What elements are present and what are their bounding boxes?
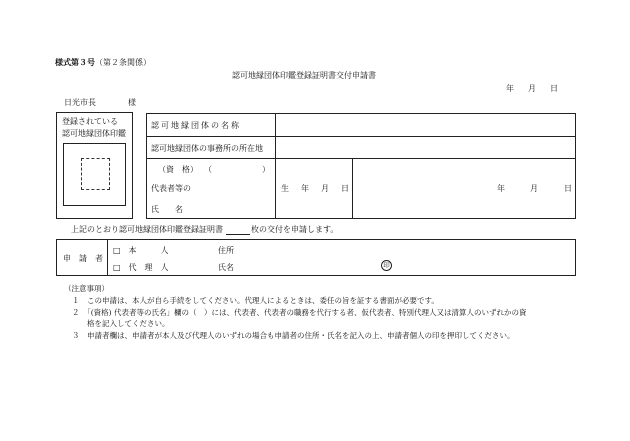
applicant-option-self[interactable]: □ 本 人 (113, 246, 169, 255)
seal-box-label-line2: 認可地縁団体印鑑 (62, 129, 126, 138)
date-month-label: 月 (528, 84, 536, 93)
request-text-after: 枚の交付を申請します。 (251, 225, 339, 234)
applicant-label: 申 請 者 (63, 254, 103, 263)
note-item-2: ２ 「(資格) 代表者等の氏名」欄の（ ）には、代表者、代表者の職務を代行する者、仮代表者、特別代理人又は清算人のいずれかの資 (72, 308, 527, 317)
applicant-name-field[interactable] (238, 259, 378, 273)
honorific: 様 (128, 98, 136, 107)
notes-heading: （注意事項） (64, 284, 109, 293)
page-title: 認可地縁団体印鑑登録証明書交付申請書 (232, 71, 376, 80)
qualification-label: （資 格） (158, 165, 198, 174)
qualification-paren-open: （ (204, 165, 212, 174)
right-year-label: 年 (497, 184, 505, 193)
representative-name-field[interactable] (200, 180, 273, 216)
group-name-field[interactable] (277, 115, 574, 134)
applicant-address-field[interactable] (238, 242, 573, 256)
copies-count-field[interactable] (226, 224, 250, 235)
applicant-name-label: 氏名 (218, 263, 234, 272)
group-name-label: 認可地縁団体の名称 (151, 121, 241, 130)
birth-day-label: 日 (341, 184, 349, 193)
form-number: 様式第３号 (55, 57, 95, 67)
qualification-paren-close: ） (262, 165, 270, 174)
note-item-3: ３ 申請者欄は、申請者が本人及び代理人のいずれの場合も申請者の住所・氏名を記入の上、申請者個人の印を押印してください。 (72, 331, 515, 340)
applicant-option-proxy[interactable]: □ 代 理 人 (113, 263, 169, 272)
office-address-field[interactable] (277, 138, 574, 156)
applicant-address-label: 住所 (218, 246, 234, 255)
name-label: 氏 名 (151, 205, 183, 214)
representative-label: 代表者等の (151, 184, 191, 193)
date-year-label: 年 (506, 84, 514, 93)
birth-year-label: 年 (301, 184, 309, 193)
seal-box-label-line1: 登録されている (62, 117, 118, 126)
seal-mark (381, 260, 392, 271)
right-day-label: 日 (564, 184, 572, 193)
qualification-field[interactable] (212, 161, 260, 175)
right-month-label: 月 (530, 184, 538, 193)
note-item-1: １ この申請は、本人が自ら手続をしてください。代理人によるときは、委任の旨を証する書面が必要です。 (72, 296, 439, 305)
seal-mark-text: 印 (383, 261, 390, 269)
birth-prefix: 生 (281, 184, 289, 193)
date-day-label: 日 (550, 84, 558, 93)
note-item-2-cont: 格を記入してください。 (72, 319, 170, 328)
seal-impression-area[interactable] (81, 158, 110, 190)
request-text-before: 上記のとおり認可地縁団体印鑑登録証明書 (71, 225, 223, 234)
birth-month-label: 月 (321, 184, 329, 193)
addressee: 日光市長 (64, 98, 96, 107)
office-address-label: 認可地縁団体の事務所の所在地 (151, 144, 263, 153)
form-basis: （第２条関係） (95, 58, 151, 67)
